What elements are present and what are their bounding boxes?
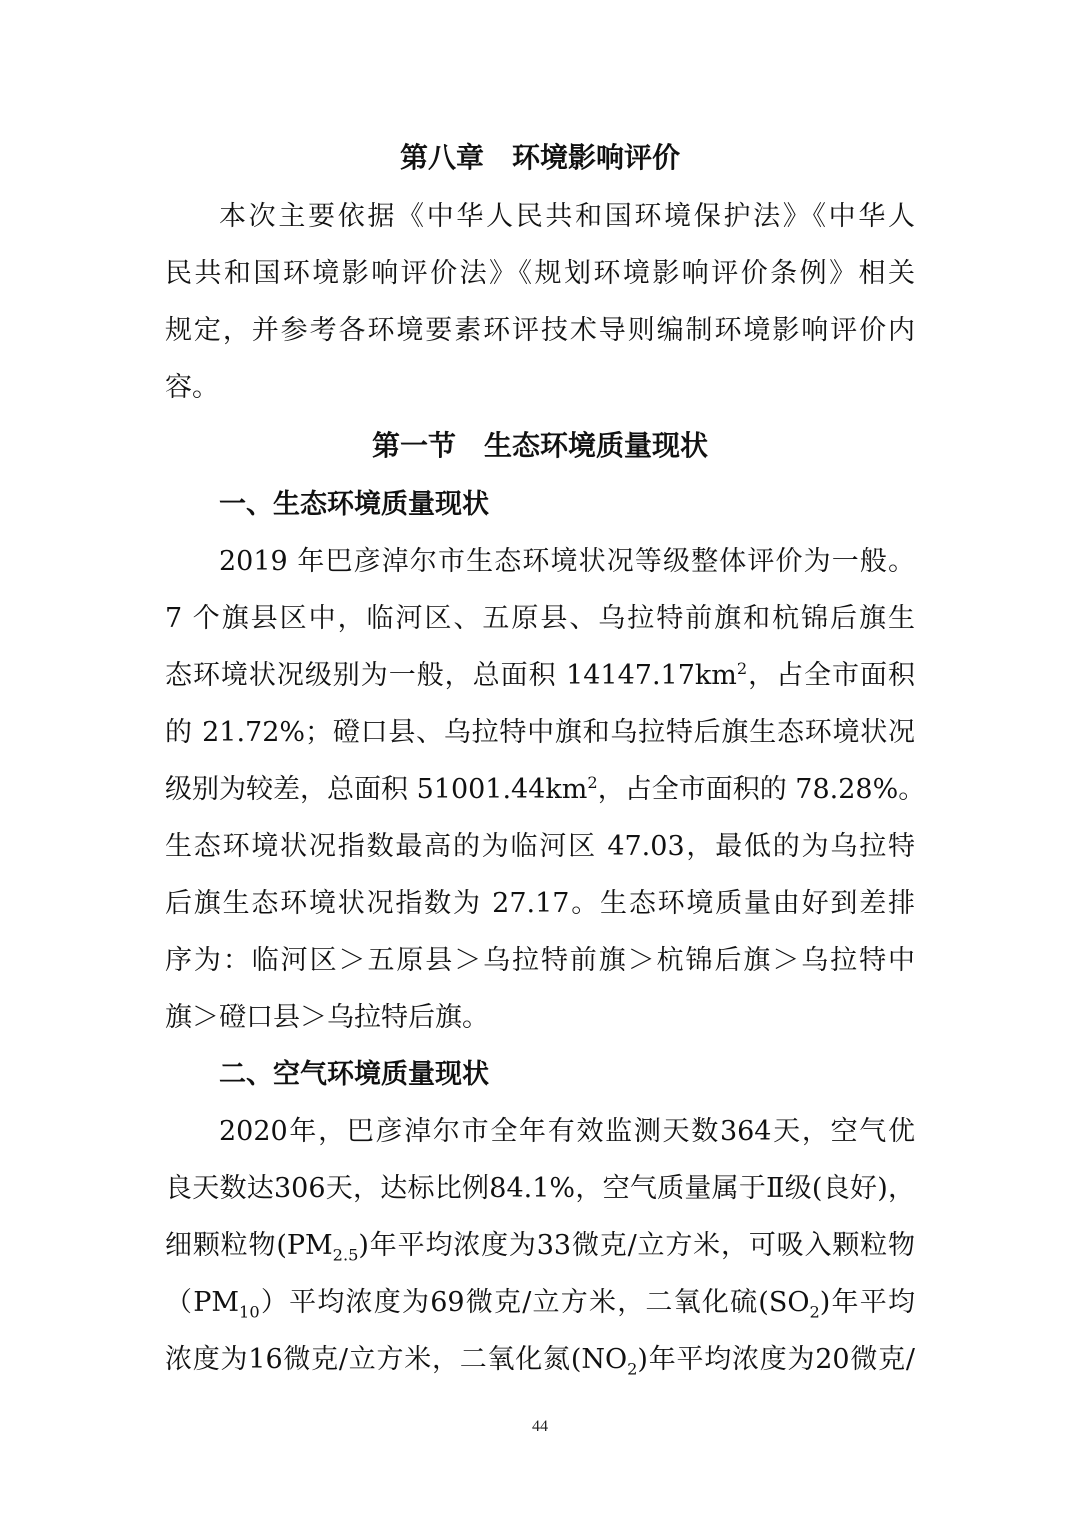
air-line-4-text-c: )年平均 (819, 1287, 915, 1318)
page-content (165, 128, 926, 1388)
air-line-4 (165, 1274, 915, 1331)
intro-line-4: 容。 (165, 372, 219, 403)
section-title: 第一节 生态环境质量现状 (371, 429, 708, 462)
ecology-paragraph (165, 533, 926, 1046)
ecology-line-7: 后旗生态环境状况指数为 27.17。生态环境质量由好到差排 (165, 888, 915, 919)
intro-line-1: 本次主要依据《中华人民共和国环境保护法》《中华人 (219, 201, 915, 232)
air-line-3-text-a: 细颗粒物(PM (165, 1230, 333, 1261)
chapter-title: 第八章 环境影响评价 (399, 141, 680, 174)
ecology-line-8: 序为：临河区＞五原县＞乌拉特前旗＞杭锦后旗＞乌拉特中 (165, 945, 915, 976)
air-paragraph (165, 1103, 915, 1388)
air-line-5 (165, 1331, 915, 1388)
ecology-line-5 (165, 761, 926, 818)
air-line-3-text-b: )年平均浓度为33微克/立方米，可吸入颗粒物 (358, 1230, 915, 1261)
ecology-line-6: 生态环境状况指数最高的为临河区 47.03，最低的为乌拉特 (165, 831, 915, 862)
air-line-5-text-b: )年平均浓度为20微克/ (637, 1344, 915, 1375)
ecology-line-3-text-a: 态环境状况级别为一般，总面积 14147.17km (165, 660, 737, 691)
subsection-title-air: 二、空气环境质量现状 (219, 1059, 489, 1090)
intro-paragraph (165, 188, 915, 416)
air-line-4-sub: 10 (239, 1302, 260, 1322)
air-line-4-text-a: （PM (165, 1287, 240, 1318)
air-line-3 (165, 1217, 915, 1274)
air-line-2: 良天数达306天，达标比例84.1%，空气质量属于Ⅱ级(良好)， (165, 1173, 915, 1204)
air-line-5-text-a: 浓度为16微克/立方米，二氧化氮(NO (165, 1344, 628, 1375)
air-line-3-sub: 2.5 (332, 1245, 359, 1265)
ecology-line-5-sup: 2 (587, 773, 598, 792)
ecology-line-4: 的 21.72%；磴口县、乌拉特中旗和乌拉特后旗生态环境状况 (165, 717, 915, 748)
page-number: 44 (532, 1418, 548, 1435)
ecology-line-5-text-a: 级别为较差，总面积 51001.44km (165, 774, 588, 805)
intro-line-2: 民共和国环境影响评价法》《规划环境影响评价条例》相关 (165, 258, 915, 289)
air-line-5-sub: 2 (627, 1359, 638, 1379)
ecology-line-9: 旗＞磴口县＞乌拉特后旗。 (165, 1002, 489, 1033)
ecology-line-3-sup: 2 (736, 659, 748, 678)
ecology-line-3-text-b: ，占全市面积 (747, 660, 915, 691)
air-line-4-sub-2: 2 (809, 1302, 820, 1322)
ecology-line-2: 7 个旗县区中，临河区、五原县、乌拉特前旗和杭锦后旗生 (165, 603, 915, 634)
subsection-title-ecology: 一、生态环境质量现状 (219, 489, 489, 520)
ecology-line-5-text-b: ，占全市面积的 78.28%。 (597, 774, 926, 805)
ecology-line-1: 2019 年巴彦淖尔市生态环境状况等级整体评价为一般。 (219, 546, 915, 577)
air-line-1: 2020年，巴彦淖尔市全年有效监测天数364天，空气优 (219, 1116, 915, 1147)
ecology-line-3 (165, 647, 915, 704)
air-line-4-text-b: ）平均浓度为69微克/立方米，二氧化硫(SO (259, 1287, 810, 1318)
intro-line-3: 规定，并参考各环境要素环评技术导则编制环境影响评价内 (165, 315, 915, 346)
